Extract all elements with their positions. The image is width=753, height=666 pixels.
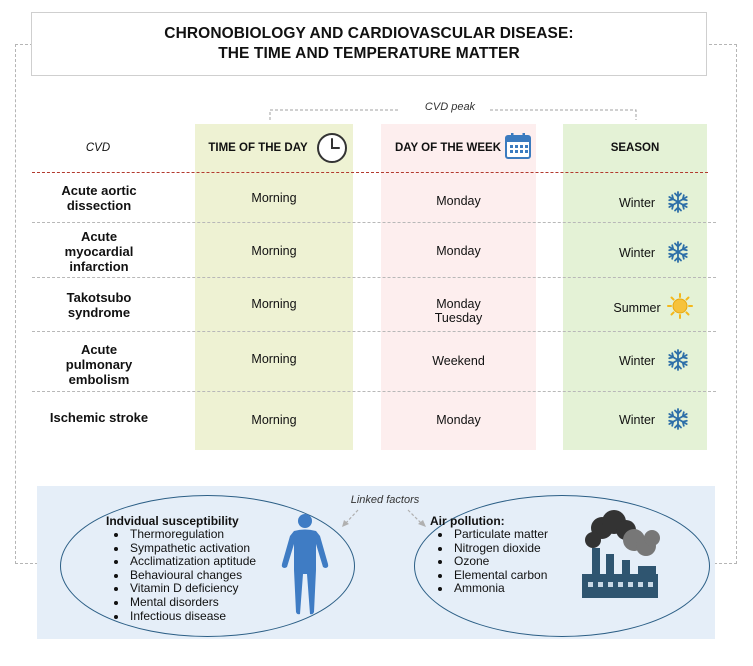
day-cell: Weekend <box>432 354 485 368</box>
disease-label-line: embolism <box>68 372 130 387</box>
list-item: • Infectious disease <box>128 610 286 624</box>
season-cell: Winter <box>618 354 656 368</box>
disease-label-line: Acute aortic <box>61 183 137 198</box>
cvd-peak-label: CVD peak <box>424 101 476 113</box>
disease-label-line: Acute <box>80 342 118 357</box>
day-cell: Monday <box>436 413 481 427</box>
header-time-of-day: TIME OF THE DAY <box>208 142 308 154</box>
disease-label-line: Ischemic stroke <box>49 410 149 425</box>
linked-factors-label: Linked factors <box>350 494 420 506</box>
disease-label-line: myocardial <box>64 244 134 259</box>
list-item: • Ozone <box>452 555 580 569</box>
time-cell: Morning <box>251 297 297 311</box>
list-item: • Nitrogen dioxide <box>452 542 580 556</box>
snowflake-icon <box>669 409 687 429</box>
title-line-1: CHRONOBIOLOGY AND CARDIOVASCULAR DISEASE: <box>164 25 574 42</box>
linked-factors-arrows <box>330 505 440 533</box>
list-item: • Vitamin D deficiency <box>128 582 286 596</box>
sun-icon <box>668 294 692 318</box>
list-item: • Behavioural changes <box>128 569 286 583</box>
snowflake-icon <box>669 192 687 212</box>
season-cell: Winter <box>618 196 656 210</box>
individual-susceptibility-list <box>106 528 286 623</box>
list-item: • Sympathetic activation <box>128 542 286 556</box>
season-cell: Winter <box>618 413 656 427</box>
time-cell: Morning <box>251 244 297 258</box>
title-line-2: THE TIME AND TEMPERATURE MATTER <box>218 45 520 62</box>
day-cell: Monday <box>436 194 481 208</box>
disease-label-line: Takotsubo <box>66 290 132 305</box>
list-item: • Thermoregulation <box>128 528 286 542</box>
list-item: • Particulate matter <box>452 528 580 542</box>
list-item: • Elemental carbon <box>452 569 580 583</box>
time-cell: Morning <box>251 191 297 205</box>
disease-label-line: pulmonary <box>65 357 133 372</box>
time-cell: Morning <box>251 413 297 427</box>
disease-label-line: Acute <box>80 229 118 244</box>
disease-label-line: dissection <box>66 198 132 213</box>
air-pollution-title: Air pollution: <box>430 514 505 528</box>
list-item: • Mental disorders <box>128 596 286 610</box>
header-season: SEASON <box>610 142 660 154</box>
factory-pollution-icon <box>578 508 664 602</box>
list-item: • Acclimatization aptitude <box>128 555 286 569</box>
individual-susceptibility-block <box>106 514 286 623</box>
human-figure-icon <box>276 512 334 616</box>
season-cell: Summer <box>613 301 661 315</box>
day-cell: Monday <box>436 244 481 258</box>
air-pollution-block <box>430 514 580 596</box>
header-day-of-week: DAY OF THE WEEK <box>394 142 502 154</box>
header-cvd: CVD <box>85 142 111 154</box>
list-item: • Ammonia <box>452 582 580 596</box>
snowflake-icon <box>669 242 687 262</box>
disease-label-line: infarction <box>69 259 129 274</box>
time-cell: Morning <box>251 352 297 366</box>
disease-label-line: syndrome <box>67 305 131 320</box>
individual-susceptibility-title: Indvidual susceptibility <box>106 514 239 528</box>
snowflake-icon <box>669 350 687 370</box>
day-cell-line: Monday <box>436 297 481 311</box>
season-cell: Winter <box>618 246 656 260</box>
day-cell-line: Tuesday <box>434 311 483 325</box>
air-pollution-list <box>430 528 580 596</box>
